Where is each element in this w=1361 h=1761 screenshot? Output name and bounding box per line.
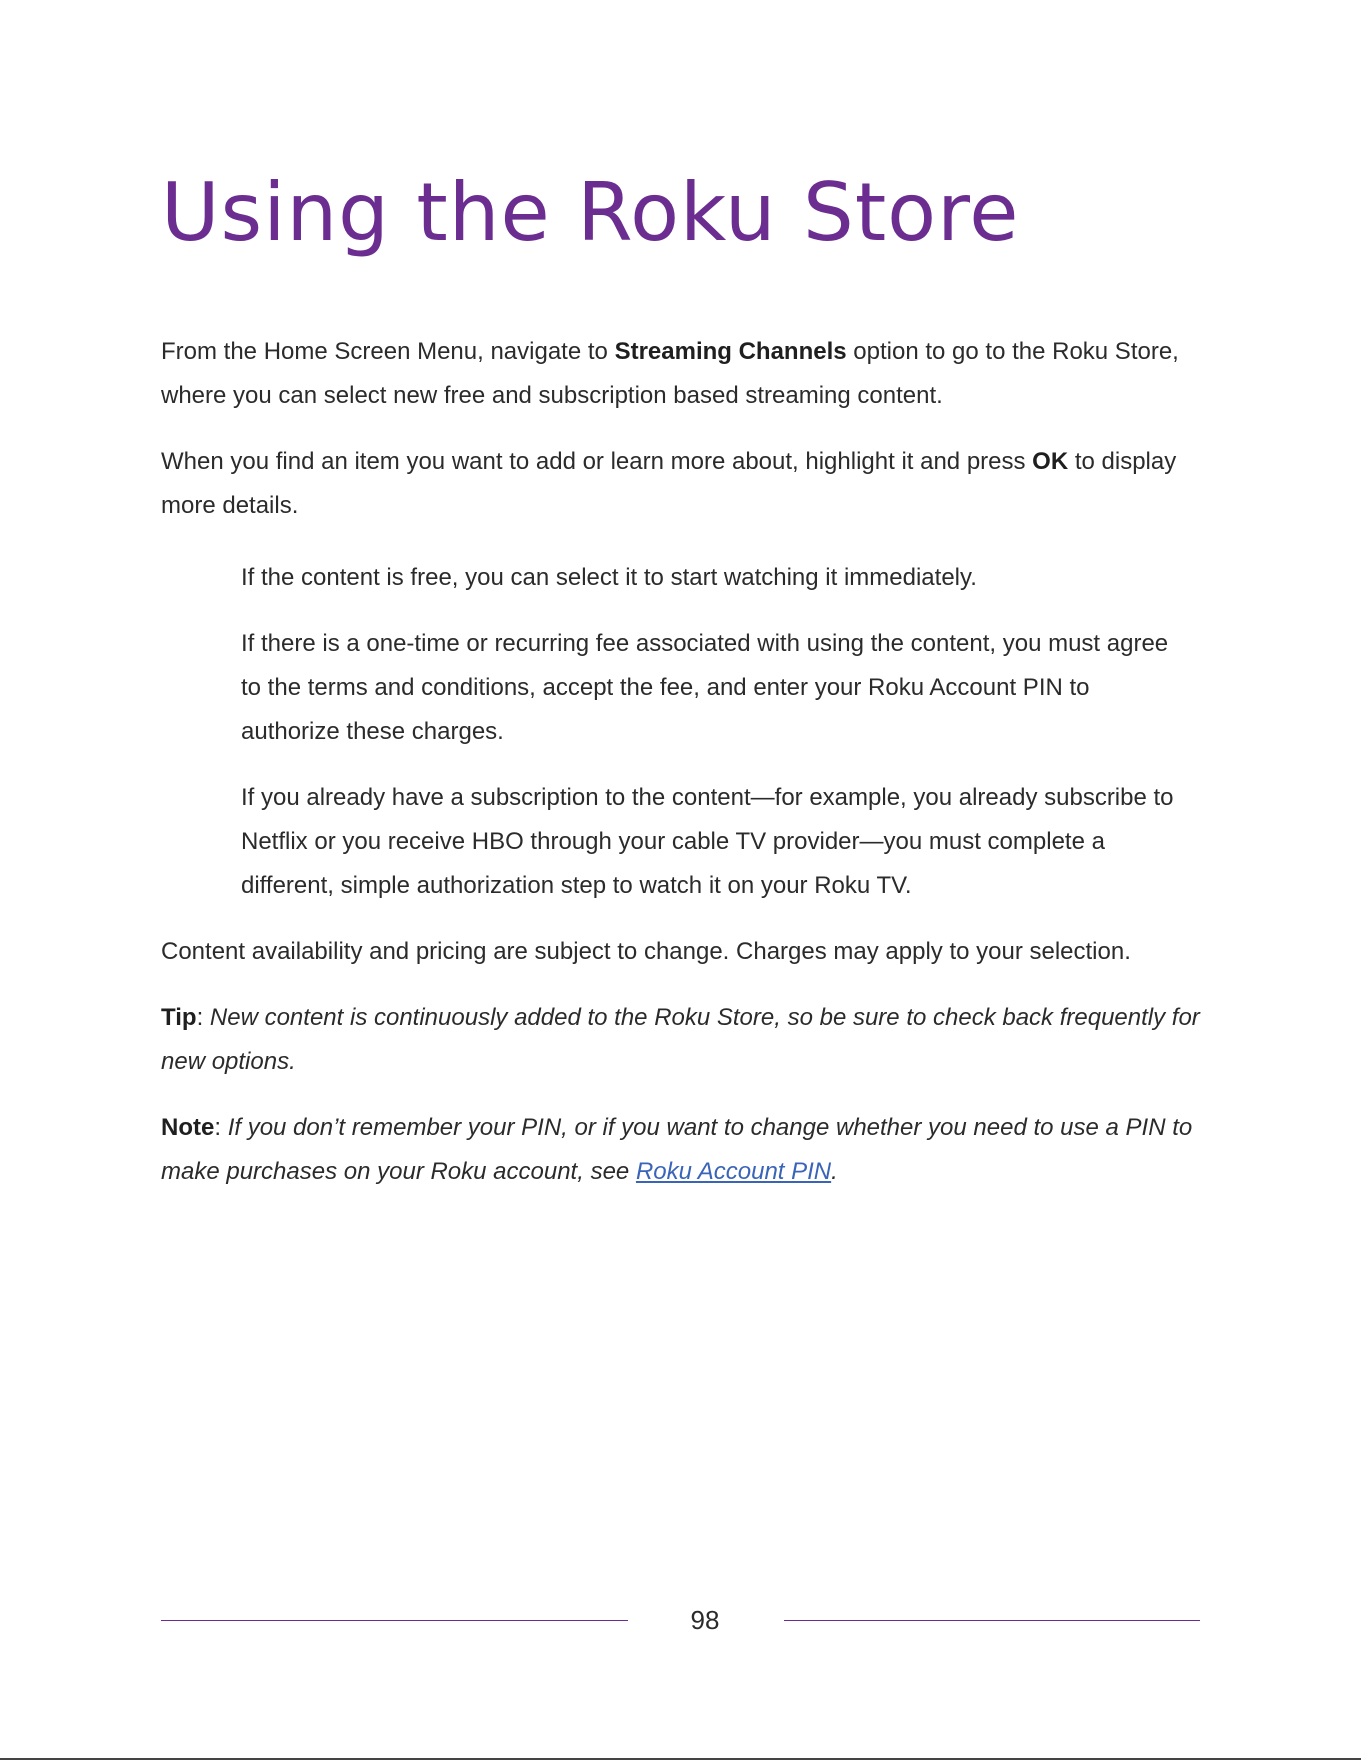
- note-label: Note: [161, 1114, 215, 1141]
- note-end: .: [831, 1158, 838, 1185]
- tip-text: New content is continuously added to the Roku Store, so be sure to check back frequently for new options.: [161, 1004, 1200, 1075]
- paragraph-availability: Content availability and pricing are subject to change. Charges may apply to your selection.: [161, 938, 1131, 965]
- body-text: [161, 330, 1211, 1216]
- bold-term-streaming-channels: Streaming Channels: [614, 338, 847, 365]
- indented-item-free: If the content is free, you can select it to start watching it immediately.: [241, 564, 977, 591]
- tip-label: Tip: [161, 1004, 197, 1031]
- paragraph-streaming-channels: [161, 330, 1211, 418]
- tip-separator: :: [196, 1004, 210, 1031]
- bold-term-ok: OK: [1032, 448, 1069, 475]
- footer-divider-right: [784, 1620, 1200, 1621]
- note-paragraph: [161, 1106, 1211, 1194]
- indented-item-fee: If there is a one-time or recurring fee associated with using the content, you must agree to the terms and conditions, accept the fee, and enter your Roku Account PIN to authorize these charges.: [241, 630, 1169, 745]
- paragraph-text: When you find an item you want to add or learn more about, highlight it and press: [161, 448, 1033, 475]
- note-separator: :: [214, 1114, 228, 1141]
- page-bottom-edge: [0, 1758, 1361, 1760]
- paragraph-text: From the Home Screen Menu, navigate to: [161, 338, 615, 365]
- roku-account-pin-link[interactable]: Roku Account PIN: [635, 1158, 832, 1185]
- tip-paragraph: [161, 996, 1211, 1084]
- page-number: 98: [690, 1605, 720, 1635]
- footer-divider-left: [161, 1620, 628, 1621]
- paragraph-text: to display more details.: [161, 448, 1177, 519]
- paragraph-press-ok: [161, 440, 1211, 528]
- page-title: Using the Roku Store: [161, 166, 1020, 259]
- indented-item-subscription: If you already have a subscription to the content—for example, you already subscribe to Netflix or you receive HBO through your cable TV provider—you must complete a different, simple authorization step to watch it on your Roku TV.: [241, 784, 1174, 899]
- note-text: If you don’t remember your PIN, or if you want to change whether you need to use a PIN to make purchases on your Roku account, see: [161, 1114, 1193, 1185]
- paragraph-text: option to go to the Roku Store, where you can select new free and subscription based streaming content.: [161, 338, 1179, 409]
